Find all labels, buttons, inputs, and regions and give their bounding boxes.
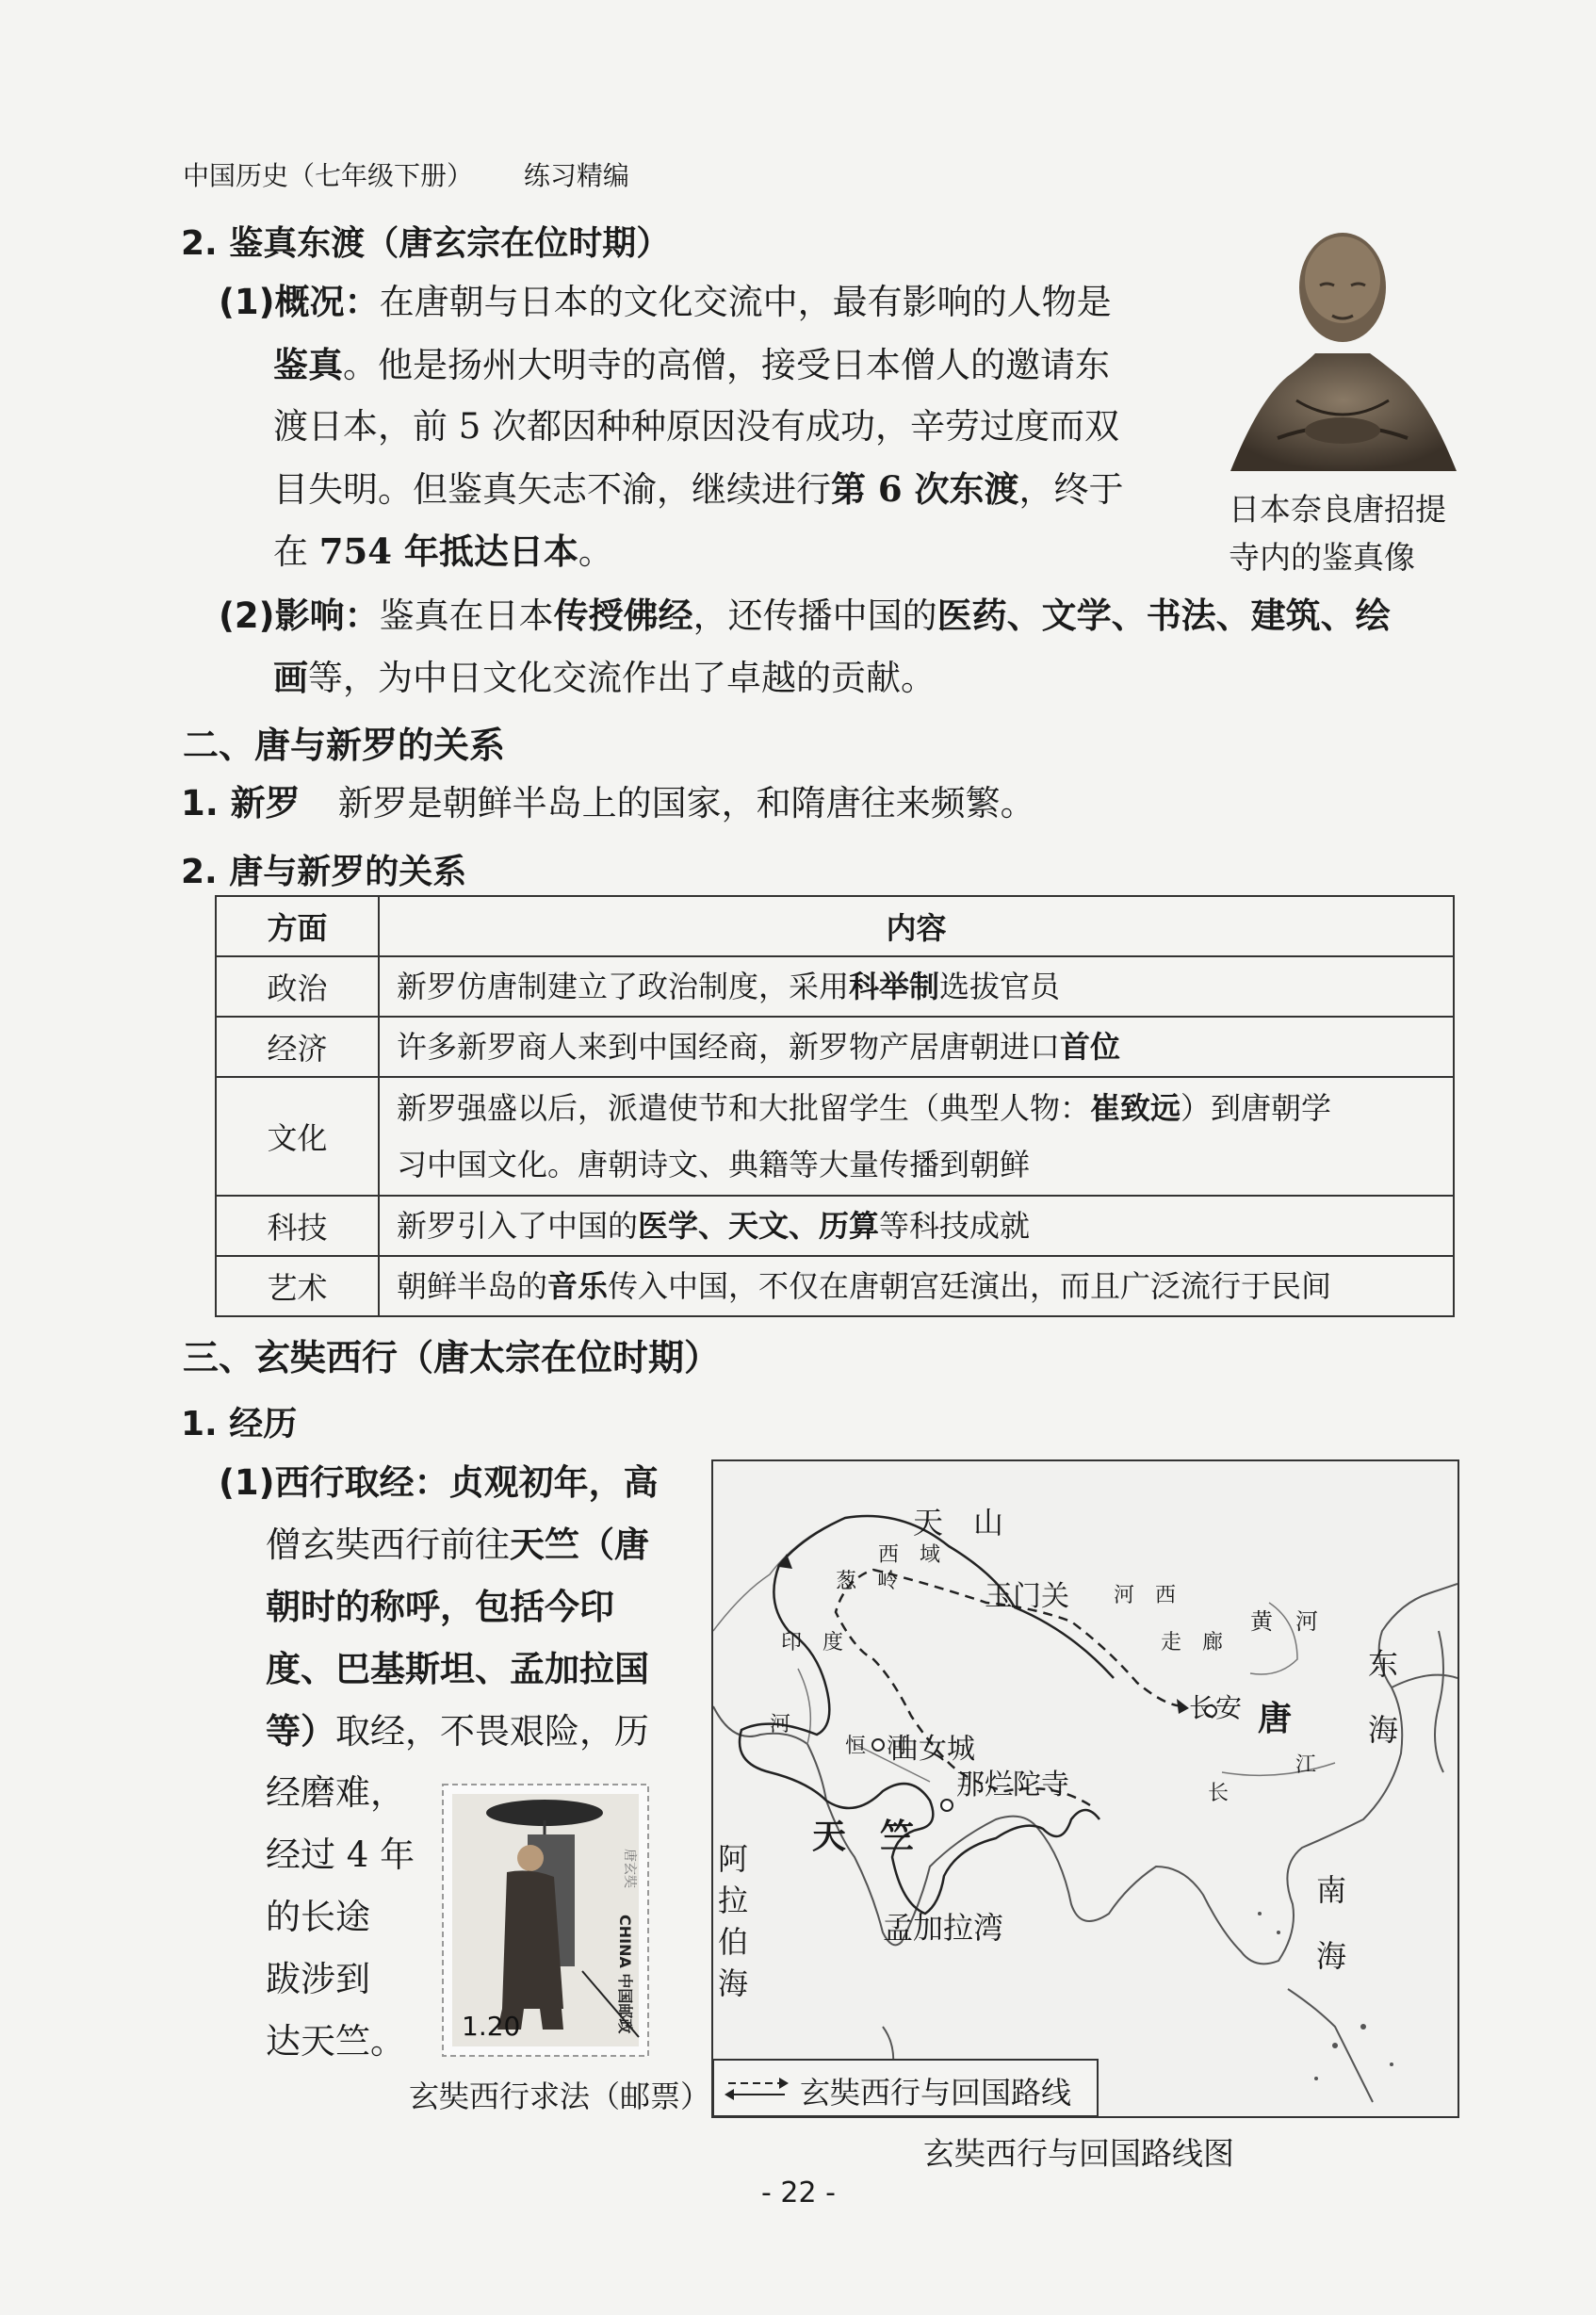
map-label-henghe: 恒 河 bbox=[845, 1735, 908, 1758]
table-row: 文化 新罗强盛以后，派遣使节和大批留学生（典型人物：崔致远）到唐朝学 习中国文化。唐朝诗文、典籍等大量传播到朝鲜 bbox=[216, 1077, 1454, 1196]
map-label-changan: 长安 bbox=[1189, 1692, 1243, 1723]
map-caption: 玄奘西行与回国路线图 bbox=[923, 2135, 1234, 2172]
svg-text:唐玄奘: 唐玄奘 bbox=[622, 1849, 637, 1888]
page-header bbox=[183, 155, 629, 193]
xuanzang-line6: 经磨难， bbox=[266, 1772, 405, 1813]
part-title-silla: 二、唐与新罗的关系 bbox=[183, 724, 506, 766]
subsection-title-experience: 1. 经历 bbox=[181, 1405, 298, 1443]
table-header-row bbox=[216, 896, 1454, 956]
para-overview-line2: 鉴真。他是扬州大明寺的高僧，接受日本僧人的邀请东 bbox=[273, 344, 1110, 385]
map-label-nalantuo: 那烂陀寺 bbox=[956, 1769, 1069, 1801]
para-overview-line5: 在 754 年抵达日本。 bbox=[273, 530, 613, 572]
map-label-congling: 葱 岭 bbox=[836, 1570, 899, 1593]
xuanzang-line10: 达天竺。 bbox=[266, 2021, 405, 2062]
map-label-donghai: 东 海 bbox=[1368, 1646, 1429, 1748]
table-row: 政治 新罗仿唐制建立了政治制度，采用科举制选拔官员 bbox=[216, 956, 1454, 1017]
para-impact-line2: 画等，为中日文化交流作出了卓越的贡献。 bbox=[273, 657, 936, 698]
map-label-tianshan: 天 山 bbox=[913, 1505, 1004, 1541]
map-label-chang: 长 bbox=[1208, 1782, 1230, 1805]
table-row: 艺术 朝鲜半岛的音乐传入中国，不仅在唐朝宫廷演出，而且广泛流行于民间 bbox=[216, 1256, 1454, 1316]
part-title-xuanzang: 三、玄奘西行（唐太宗在位时期） bbox=[183, 1336, 721, 1378]
xuanzang-line5: 等）取经，不畏艰险，历 bbox=[266, 1710, 649, 1752]
map-label-qunucheng: 曲女城 bbox=[890, 1733, 975, 1766]
stamp-caption: 玄奘西行求法（邮票） bbox=[409, 2079, 711, 2114]
map-label-zoulang: 走 廊 bbox=[1161, 1631, 1224, 1655]
map-label-xiyu: 西 域 bbox=[878, 1543, 941, 1567]
book-title: 中国历史（七年级下册） bbox=[183, 160, 474, 191]
xuanzang-route-map bbox=[711, 1459, 1459, 2118]
xuanzang-line8: 的长途 bbox=[266, 1897, 370, 1937]
map-label-arabian: 阿拉伯海 bbox=[718, 1841, 749, 2001]
stamp-country: CHINA 中国邮政 bbox=[616, 1915, 634, 2034]
para-overview-line4: 目失明。但鉴真矢志不渝，继续进行第 6 次东渡，终于 bbox=[273, 468, 1124, 510]
map-label-hexi: 河 西 bbox=[1114, 1584, 1177, 1607]
para-overview-line1: (1)概况：在唐朝与日本的文化交流中，最有影响的人物是 bbox=[219, 282, 1112, 322]
para-overview-line3: 渡日本，前 5 次都因种种原因没有成功，辛劳过度而双 bbox=[273, 406, 1120, 447]
map-label-tang: 唐 bbox=[1258, 1699, 1293, 1738]
silla-intro: 1. 新罗 新罗是朝鲜半岛上的国家，和隋唐往来频繁。 bbox=[181, 783, 1035, 823]
map-label-bengal: 孟加拉湾 bbox=[883, 1910, 1004, 1946]
statue-caption-line2: 寺内的鉴真像 bbox=[1229, 539, 1415, 576]
map-label-nanhai: 南 海 bbox=[1316, 1872, 1377, 1974]
map-label-he: 河 bbox=[770, 1713, 791, 1736]
section-title-jianzhen: 2. 鉴真东渡（唐玄宗在位时期） bbox=[181, 224, 671, 263]
stamp-value: 1.20 bbox=[462, 2011, 521, 2042]
map-label-tianzhu: 天 竺 bbox=[812, 1817, 915, 1856]
xuanzang-line3: 朝时的称呼，包括今印 bbox=[266, 1586, 614, 1627]
page-number: - 22 - bbox=[761, 2176, 836, 2209]
map-label-huanghe: 黄 河 bbox=[1250, 1608, 1318, 1635]
para-impact-line1: (2)影响：鉴真在日本传授佛经，还传播中国的医药、文学、书法、建筑、绘 bbox=[219, 595, 1391, 636]
xuanzang-stamp bbox=[441, 1783, 650, 2058]
table-header-aspect: 方面 bbox=[216, 896, 379, 956]
xuanzang-line9: 跋涉到 bbox=[266, 1959, 370, 1999]
map-label-yumenguan: 玉门关 bbox=[985, 1580, 1069, 1613]
xuanzang-line7: 经过 4 年 bbox=[266, 1834, 415, 1875]
statue-caption-line1: 日本奈良唐招提 bbox=[1229, 491, 1446, 528]
map-legend-label: 玄奘西行与回国路线 bbox=[800, 2075, 1072, 2111]
table-row: 经济 许多新罗商人来到中国经商，新罗物产居唐朝进口首位 bbox=[216, 1017, 1454, 1077]
subsection-title-relations: 2. 唐与新罗的关系 bbox=[181, 853, 467, 891]
relations-table bbox=[215, 895, 1455, 1317]
table-header-content: 内容 bbox=[379, 896, 1454, 956]
series-title: 练习精编 bbox=[523, 160, 629, 191]
table-row: 科技 新罗引入了中国的医学、天文、历算等科技成就 bbox=[216, 1196, 1454, 1256]
map-label-changjiang: 江 bbox=[1295, 1753, 1317, 1777]
jianzhen-statue-photo bbox=[1221, 212, 1464, 476]
xuanzang-line2: 僧玄奘西行前往天竺（唐 bbox=[266, 1524, 649, 1565]
xuanzang-line1: (1)西行取经：贞观初年，高 bbox=[219, 1461, 659, 1503]
map-label-yinduhe: 印 度 bbox=[781, 1631, 844, 1655]
xuanzang-line4: 度、巴基斯坦、孟加拉国 bbox=[266, 1648, 649, 1689]
